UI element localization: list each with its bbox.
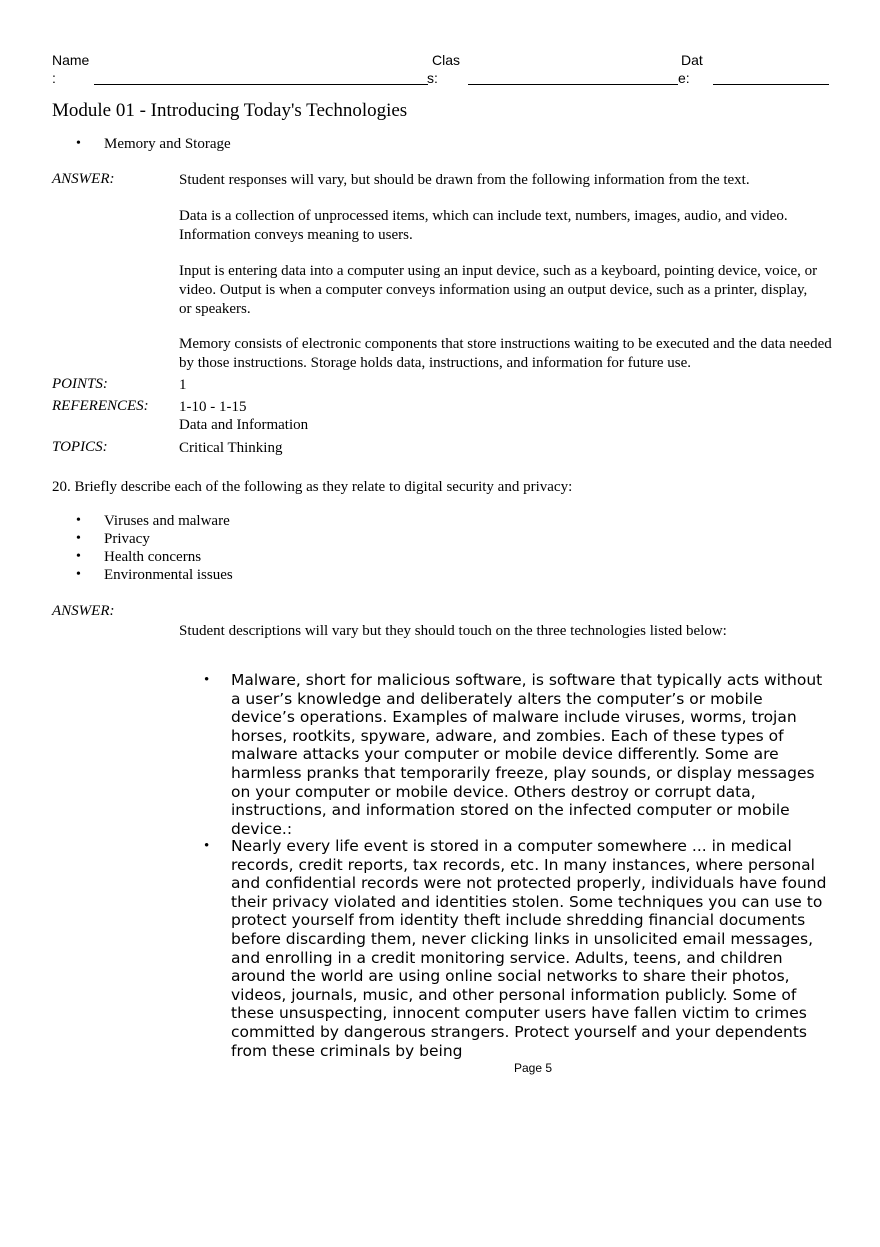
- answer-paragraph-input-output: Input is entering data into a computer using an input device, such as a keyboard, pointing device, voice, or video. Output is when a computer conveys information using an output device, such as a printer, display, or speakers.: [179, 263, 818, 317]
- references-pages: 1-10 - 1-15: [179, 399, 247, 415]
- question-20: 20. Briefly describe each of the following as they relate to digital security and privacy:: [52, 479, 573, 495]
- page-number: Page 5: [513, 1061, 553, 1075]
- topics-label: TOPICS:: [52, 439, 108, 455]
- q19-bullet-memory-storage: Memory and Storage: [104, 136, 231, 152]
- class-label-suffix: s:: [427, 70, 438, 86]
- name-field-line[interactable]: [94, 84, 428, 85]
- q20-bullet-viruses: Viruses and malware: [104, 513, 230, 529]
- date-label-suffix: e:: [678, 70, 690, 86]
- answer-item-malware: Malware, short for malicious software, is software that typically acts without a user’s knowledge and deliberately alters the computer’s or mobile device’s operations. Examples of malware include viruses, worms, trojan horses, rootkits, spyware, adware, and zombies. Each of these types of malware attacks your computer or mobile device differently. Some are harmless pranks that temporarily freeze, play sounds, or display messages on your computer or mobile device. Others destroy or corrupt data, instructions, and information stored on the infected computer or mobile device.:: [231, 671, 823, 838]
- bullet-dot: •: [76, 513, 81, 528]
- answer-intro: Student responses will vary, but should be drawn from the following information from the text.: [179, 172, 750, 188]
- references-topic: Data and Information: [179, 417, 309, 433]
- answer-label: ANSWER:: [52, 171, 115, 187]
- module-title: Module 01 - Introducing Today's Technologies: [52, 100, 408, 121]
- topics-value: Critical Thinking: [179, 440, 283, 456]
- bullet-dot: •: [76, 531, 81, 546]
- answer-paragraph-data: Data is a collection of unprocessed items, which can include text, numbers, images, audio, and video. Information conveys meaning to users.: [179, 208, 788, 243]
- bullet-dot: •: [204, 672, 210, 688]
- date-label: Dat: [681, 52, 703, 68]
- answer-paragraph-memory: Memory consists of electronic components that store instructions waiting to be executed and the data needed by those instructions. Storage holds data, instructions, and information for future use.: [179, 336, 832, 371]
- bullet-dot: •: [76, 567, 81, 582]
- points-value: 1: [179, 377, 187, 393]
- class-field-line[interactable]: [468, 84, 678, 85]
- name-label: Name: [52, 52, 90, 68]
- bullet-dot: •: [76, 549, 81, 564]
- name-label-colon: :: [52, 70, 56, 86]
- bullet-dot: •: [204, 838, 210, 854]
- answer-label: ANSWER:: [52, 603, 115, 619]
- q20-bullet-privacy: Privacy: [104, 531, 150, 547]
- answer-intro: Student descriptions will vary but they should touch on the three technologies listed below:: [179, 623, 727, 639]
- bullet-dot: •: [76, 136, 81, 151]
- references-label: REFERENCES:: [52, 398, 149, 414]
- answer-item-privacy: Nearly every life event is stored in a computer somewhere ... in medical records, credit reports, tax records, etc. In many instances, where personal and confidential records were not protected properly, individuals have found their privacy violated and identities stolen. Some techniques you can use to protect yourself from identity theft include shredding financial documents before discarding them, never clicking links in unsolicited email messages, and enrolling in a credit monitoring service. Adults, teens, and children around the world are using online social networks to share their photos, videos, journals, music, and other personal information publicly. Some of these unsuspecting, innocent computer users have fallen victim to crimes committed by dangerous strangers. Protect yourself and your dependents from these criminals by being: [231, 837, 827, 1060]
- date-field-line[interactable]: [713, 84, 829, 85]
- points-label: POINTS:: [52, 376, 108, 392]
- class-label: Clas: [432, 52, 461, 68]
- q20-bullet-environment: Environmental issues: [104, 567, 233, 583]
- q20-bullet-health: Health concerns: [104, 549, 202, 565]
